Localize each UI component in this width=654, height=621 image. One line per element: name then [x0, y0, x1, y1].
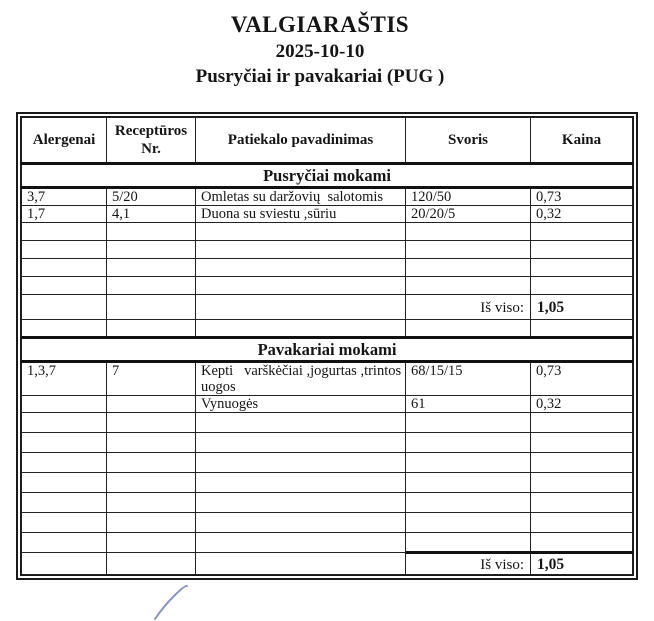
table-cell: 7	[107, 362, 196, 396]
table-cell	[107, 396, 196, 413]
table-cell	[406, 223, 531, 241]
table-cell: 120/50	[406, 188, 531, 206]
empty-table-row	[22, 433, 633, 453]
column-header-kaina: Kaina	[531, 118, 633, 164]
table-cell: Kepti varškėčiai ,jogurtas ,trintos uogos	[196, 362, 406, 396]
column-header-patiekalo-pavadinimas: Patiekalo pavadinimas	[196, 118, 406, 164]
table-cell	[196, 553, 406, 575]
table-cell	[107, 553, 196, 575]
table-cell	[107, 259, 196, 277]
table-cell	[196, 241, 406, 259]
document-date: 2025-10-10	[275, 41, 365, 62]
menu-table-inner-frame	[20, 116, 634, 576]
table-cell	[22, 241, 107, 259]
total-label: Iš viso:	[406, 553, 531, 575]
table-cell	[107, 320, 196, 338]
table-cell	[406, 413, 531, 433]
section-heading-row	[22, 164, 633, 188]
table-cell	[107, 295, 196, 320]
empty-table-row	[22, 513, 633, 533]
table-cell	[406, 241, 531, 259]
table-cell	[196, 259, 406, 277]
table-cell	[531, 223, 633, 241]
table-cell	[22, 295, 107, 320]
table-header-row	[22, 118, 633, 164]
table-cell	[531, 413, 633, 433]
table-cell: 0,32	[531, 396, 633, 413]
table-cell	[22, 277, 107, 295]
table-row	[22, 396, 633, 413]
column-header-svoris: Svoris	[406, 118, 531, 164]
table-cell	[406, 493, 531, 513]
empty-table-row	[22, 493, 633, 513]
empty-table-row	[22, 320, 633, 338]
total-value: 1,05	[531, 553, 633, 575]
table-cell: 4,1	[107, 206, 196, 223]
table-cell	[107, 223, 196, 241]
table-cell	[531, 473, 633, 493]
table-cell	[22, 473, 107, 493]
table-cell: 1,7	[22, 206, 107, 223]
table-cell	[107, 241, 196, 259]
table-cell: Vynuogės	[196, 396, 406, 413]
table-cell	[196, 513, 406, 533]
table-cell: 0,73	[531, 362, 633, 396]
table-cell	[531, 453, 633, 473]
table-cell	[22, 413, 107, 433]
table-cell	[196, 295, 406, 320]
table-cell: Omletas su daržovių salotomis	[196, 188, 406, 206]
table-cell	[531, 433, 633, 453]
table-cell: 0,73	[531, 188, 633, 206]
table-cell	[406, 453, 531, 473]
table-cell	[22, 453, 107, 473]
table-row	[22, 362, 633, 396]
table-cell	[107, 433, 196, 453]
table-cell: 61	[406, 396, 531, 413]
table-cell	[22, 433, 107, 453]
table-cell: 68/15/15	[406, 362, 531, 396]
table-cell	[22, 396, 107, 413]
table-cell	[531, 277, 633, 295]
table-cell	[22, 493, 107, 513]
table-cell: 20/20/5	[406, 206, 531, 223]
table-cell	[22, 259, 107, 277]
column-header-alergenai: Alergenai	[22, 118, 107, 164]
table-cell	[22, 553, 107, 575]
empty-table-row	[22, 413, 633, 433]
table-row	[22, 206, 633, 223]
table-cell	[107, 277, 196, 295]
table-cell	[196, 473, 406, 493]
table-cell	[196, 533, 406, 553]
table-cell	[406, 433, 531, 453]
document-subtitle: Pusryčiai ir pavakariai (PUG )	[195, 66, 445, 87]
pen-stroke-path	[155, 586, 187, 619]
section-heading-pusryciai: Pusryčiai mokami	[22, 164, 633, 188]
empty-table-row	[22, 241, 633, 259]
menu-table	[21, 117, 633, 575]
table-cell	[531, 320, 633, 338]
table-cell	[406, 277, 531, 295]
table-cell	[22, 533, 107, 553]
empty-table-row	[22, 223, 633, 241]
table-cell	[107, 513, 196, 533]
table-cell	[406, 473, 531, 493]
table-cell	[107, 453, 196, 473]
table-cell	[406, 259, 531, 277]
table-cell	[406, 533, 531, 553]
table-cell	[531, 259, 633, 277]
document-title: VALGIARAŠTIS	[230, 12, 410, 37]
section-heading-row	[22, 338, 633, 362]
table-cell	[531, 513, 633, 533]
table-cell: Duona su sviestu ,sūriu	[196, 206, 406, 223]
table-cell	[107, 493, 196, 513]
table-cell: 0,32	[531, 206, 633, 223]
table-cell	[107, 413, 196, 433]
table-cell	[196, 453, 406, 473]
total-label: Iš viso:	[406, 295, 531, 320]
table-cell	[22, 513, 107, 533]
table-cell	[107, 473, 196, 493]
table-cell	[196, 413, 406, 433]
section-total-row	[22, 295, 633, 320]
table-cell	[531, 241, 633, 259]
table-cell	[196, 433, 406, 453]
table-cell	[22, 223, 107, 241]
handwritten-pen-stroke	[146, 583, 198, 621]
section-total-row	[22, 553, 633, 575]
empty-table-row	[22, 259, 633, 277]
table-cell: 5/20	[107, 188, 196, 206]
column-header-recepturos-nr: Receptūros Nr.	[107, 118, 196, 164]
menu-table-frame	[16, 112, 638, 580]
document-header	[0, 12, 640, 88]
empty-table-row	[22, 533, 633, 553]
table-cell	[406, 320, 531, 338]
empty-table-row	[22, 277, 633, 295]
table-cell	[107, 533, 196, 553]
table-row	[22, 188, 633, 206]
total-value: 1,05	[531, 295, 633, 320]
table-cell	[196, 493, 406, 513]
table-cell	[406, 513, 531, 533]
section-heading-pavakariai: Pavakariai mokami	[22, 338, 633, 362]
empty-table-row	[22, 473, 633, 493]
table-cell	[196, 320, 406, 338]
empty-table-row	[22, 453, 633, 473]
table-cell	[196, 223, 406, 241]
table-cell	[196, 277, 406, 295]
table-cell: 3,7	[22, 188, 107, 206]
table-cell	[531, 493, 633, 513]
table-cell: 1,3,7	[22, 362, 107, 396]
table-cell	[22, 320, 107, 338]
table-cell	[531, 533, 633, 553]
